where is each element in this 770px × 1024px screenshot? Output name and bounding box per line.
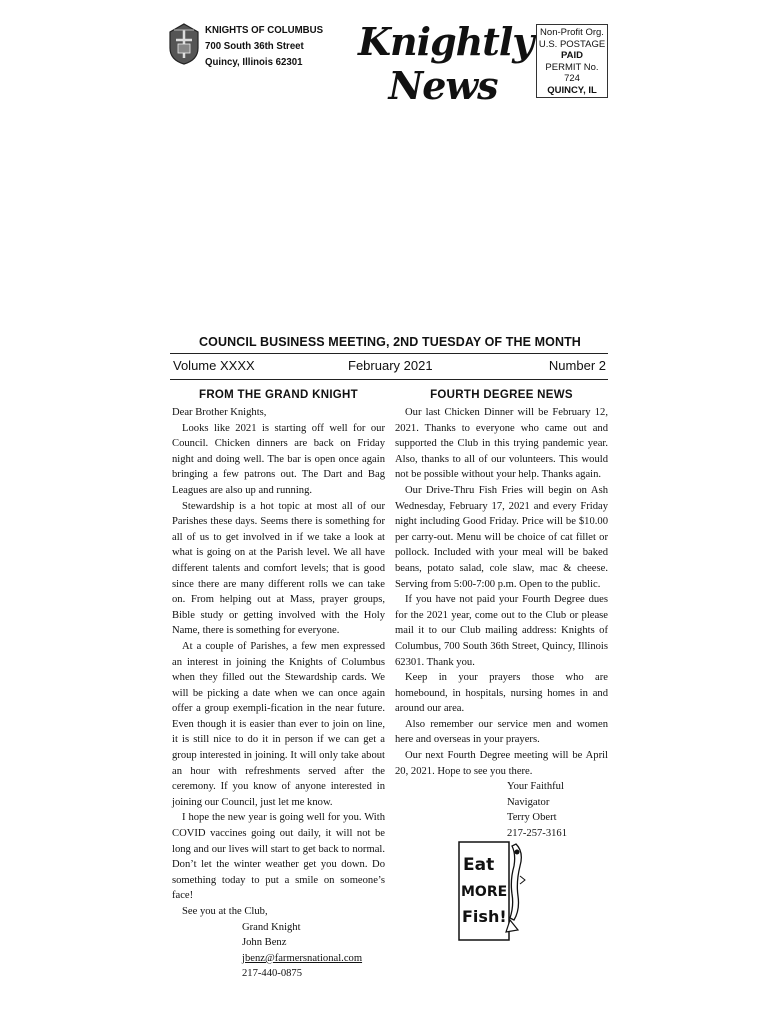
fd-paragraph-6: Our next Fourth Degree meeting will be April 20, 2021. Hope to see you there. — [395, 750, 608, 777]
gk-closing: See you at the Club, — [182, 906, 268, 917]
issue-volume: Volume XXXX — [173, 358, 255, 373]
postage-indicia — [536, 24, 608, 98]
eat-more-fish-illustration — [458, 836, 526, 942]
fd-paragraph-2: Our Drive-Thru Fish Fries will begin on Ash Wednesday, February 17, 2021 and every Friday night including Good Friday. Price will be $10.00 per carry-out. Menu will be choice of cat fillet or pollock. Included with your meal will be baked beans, potato salad, cole slaw, mac & cheese. Serving from 5:00-7:00 p.m. Open to the public. — [395, 484, 608, 590]
postage-line6: QUINCY, IL — [547, 84, 597, 96]
meeting-banner: COUNCIL BUSINESS MEETING, 2ND TUESDAY OF THE MONTH — [199, 335, 581, 349]
fish-sign-line2: MORE — [461, 884, 508, 900]
masthead-line2: News — [388, 63, 498, 108]
org-city: Quincy, Illinois 62301 — [205, 56, 303, 68]
org-address — [205, 22, 323, 70]
gk-email-link[interactable]: jbenz@farmersnational.com — [242, 952, 363, 964]
grand-knight-column — [172, 405, 385, 982]
fd-sig-phone: 217-257-3161 — [507, 828, 568, 840]
fd-paragraph-1: Our last Chicken Dinner will be February 12, 2021. Thanks to everyone who came out and supported the Club in this trying pandemic year. Also, thanks to all of our volunteers. This would not be possible without your help. Thanks again. — [395, 407, 608, 481]
org-name: KNIGHTS OF COLUMBUS — [205, 24, 324, 36]
issue-date: February 2021 — [348, 358, 433, 373]
issue-bar — [170, 353, 608, 380]
gk-salutation: Dear Brother Knights, — [172, 407, 267, 418]
masthead-line1: Knightly — [358, 19, 534, 64]
fd-paragraph-3: If you have not paid your Fourth Degree dues for the 2021 year, come out to the Club or please mail it to our Club mailing address: Knights of Columbus, 700 South 36th Street, Quincy, Illinois 62301. Thank you. — [395, 594, 608, 668]
gk-paragraph-1: Looks like 2021 is starting off well for our Council. Chicken dinners are back on Friday night and doing well. The bar is open once again bringing a few patrons out. The Dart and Bag Leagues are also up and running. — [172, 422, 385, 496]
fd-sig-name: Terry Obert — [507, 812, 557, 824]
issue-number: Number 2 — [548, 358, 606, 373]
fd-paragraph-5: Also remember our service men and women here and overseas in your prayers. — [395, 718, 608, 746]
gk-title: Grand Knight — [242, 921, 301, 933]
fourth-degree-heading: FOURTH DEGREE NEWS — [430, 389, 573, 401]
grand-knight-heading: FROM THE GRAND KNIGHT — [199, 389, 358, 401]
postage-line5: 724 — [564, 73, 580, 85]
gk-phone: 217-440-0875 — [242, 968, 303, 980]
org-street: 700 South 36th Street — [205, 40, 304, 52]
kofc-emblem-icon — [168, 22, 200, 66]
postage-line1: Non-Profit Org. — [540, 27, 604, 38]
gk-paragraph-2: Stewardship is a hot topic at most all of our Parishes these days. Seems there is something for all of us to get involved in if we take a look at what is going on at the Parish level. We all have different talents and comfort levels; that is good since there are many different rolls we can take on. From helping out at Mass, prayer groups, Bible study or getting involved with the Holy Name, there is something for everyone. — [172, 500, 385, 637]
gk-paragraph-4: I hope the new year is going well for you. With COVID vaccines going out daily, it will not be long and our lives will start to get back to normal. Don’t let the winter weather get you down. Do something today to put a smile on someone’s face! — [172, 812, 385, 902]
gk-name: John Benz — [242, 937, 287, 949]
fish-sign-line3: Fish! — [462, 907, 507, 926]
postage-line2: U.S. POSTAGE — [538, 38, 606, 50]
fourth-degree-column — [395, 405, 608, 842]
newsletter-masthead — [358, 19, 534, 108]
fd-sig-title: Your Faithful Navigator — [507, 781, 564, 808]
gk-paragraph-3: At a couple of Parishes, a few men expressed an interest in joining the Knights of Columbus when they filled out the Stewardship cards. We will be picking a date when we can once again offer a group exempli-fication in the near future. Even though it is easier than ever to join on line, it is still nice to do it in person if we can get a group interested in joining. It will only take about an hour with refreshments served after the ceremony. If you know of anyone interested in joining our Council, just let me know. — [172, 640, 385, 808]
postage-line3: PAID — [561, 50, 583, 62]
fd-paragraph-4: Keep in your prayers those who are homebound, in hospitals, nursing homes in and around our area. — [395, 672, 608, 715]
fish-sign-line1: Eat — [463, 855, 495, 875]
postage-line4: PERMIT No. — [545, 61, 599, 73]
